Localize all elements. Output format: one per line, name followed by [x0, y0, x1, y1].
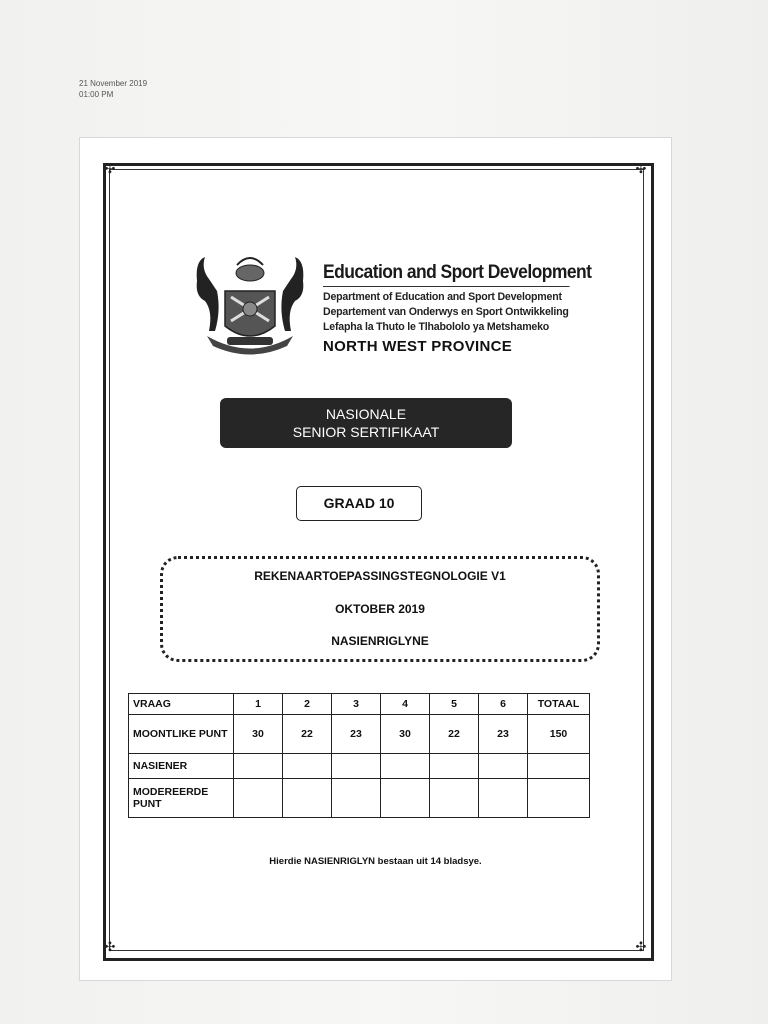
header-label: VRAAG: [129, 694, 234, 715]
corner-ornament-icon: ✣: [104, 940, 116, 955]
table-cell: [381, 754, 430, 779]
table-cell: [479, 754, 528, 779]
department-title: Education and Sport Development: [323, 262, 570, 287]
department-name-english: Department of Education and Sport Development: [323, 291, 562, 303]
table-cell: 22: [430, 715, 479, 754]
table-cell: 30: [234, 715, 283, 754]
row-label: NASIENER: [129, 754, 234, 779]
department-header: [323, 262, 591, 355]
table-cell: [332, 779, 381, 818]
province-name: NORTH WEST PROVINCE: [323, 338, 513, 355]
table-cell: [430, 754, 479, 779]
document-type: NASIENRIGLYNE: [331, 634, 429, 648]
subject-name: REKENAARTOEPASSINGSTEGNOLOGIE V1: [254, 569, 506, 583]
table-cell: [381, 779, 430, 818]
coat-of-arms-logo: [187, 251, 313, 361]
header-total: TOTAAL: [528, 694, 590, 715]
table-cell: [332, 754, 381, 779]
header-cell: 2: [283, 694, 332, 715]
department-name-afrikaans: Departement van Onderwys en Sport Ontwikkeling: [323, 306, 569, 318]
header-cell: 4: [381, 694, 430, 715]
header-cell: 3: [332, 694, 381, 715]
table-cell: [283, 779, 332, 818]
page-count-note: Hierdie NASIENRIGLYN bestaan uit 14 bladsye.: [269, 856, 482, 867]
header-cell: 6: [479, 694, 528, 715]
table-row: [129, 715, 590, 754]
table-row: [129, 754, 590, 779]
table-total-cell: [528, 754, 590, 779]
department-name-setswana: Lefapha la Thuto le Tlhabololo ya Metshameko: [323, 321, 550, 333]
table-cell: 30: [381, 715, 430, 754]
corner-ornament-icon: ✣: [104, 162, 116, 177]
corner-ornament-icon: ✣: [635, 940, 647, 955]
certificate-banner: [220, 398, 512, 448]
row-label: MOONTLIKE PUNT: [129, 715, 234, 754]
banner-line-1: NASIONALE: [325, 406, 407, 422]
table-row: [129, 779, 590, 818]
table-cell: 22: [283, 715, 332, 754]
print-timestamp: [79, 78, 147, 100]
marks-table: [128, 693, 590, 818]
table-total-cell: 150: [528, 715, 590, 754]
subject-box: [160, 556, 600, 662]
table-cell: 23: [479, 715, 528, 754]
table-cell: [283, 754, 332, 779]
print-time: 01:00 PM: [79, 90, 114, 99]
table-cell: [479, 779, 528, 818]
table-cell: [430, 779, 479, 818]
header-cell: 5: [430, 694, 479, 715]
corner-ornament-icon: ✣: [635, 162, 647, 177]
print-date: 21 November 2019: [79, 79, 148, 88]
row-label: MODEREERDE PUNT: [129, 779, 234, 818]
table-header-row: [129, 694, 590, 715]
grade-box: GRAAD 10: [296, 486, 422, 521]
cover-page: [79, 137, 672, 981]
exam-date: OKTOBER 2019: [335, 602, 425, 616]
table-cell: [234, 779, 283, 818]
banner-line-2: SENIOR SERTIFIKAAT: [292, 424, 440, 440]
table-cell: [234, 754, 283, 779]
table-cell: 23: [332, 715, 381, 754]
table-total-cell: [528, 779, 590, 818]
header-cell: 1: [234, 694, 283, 715]
